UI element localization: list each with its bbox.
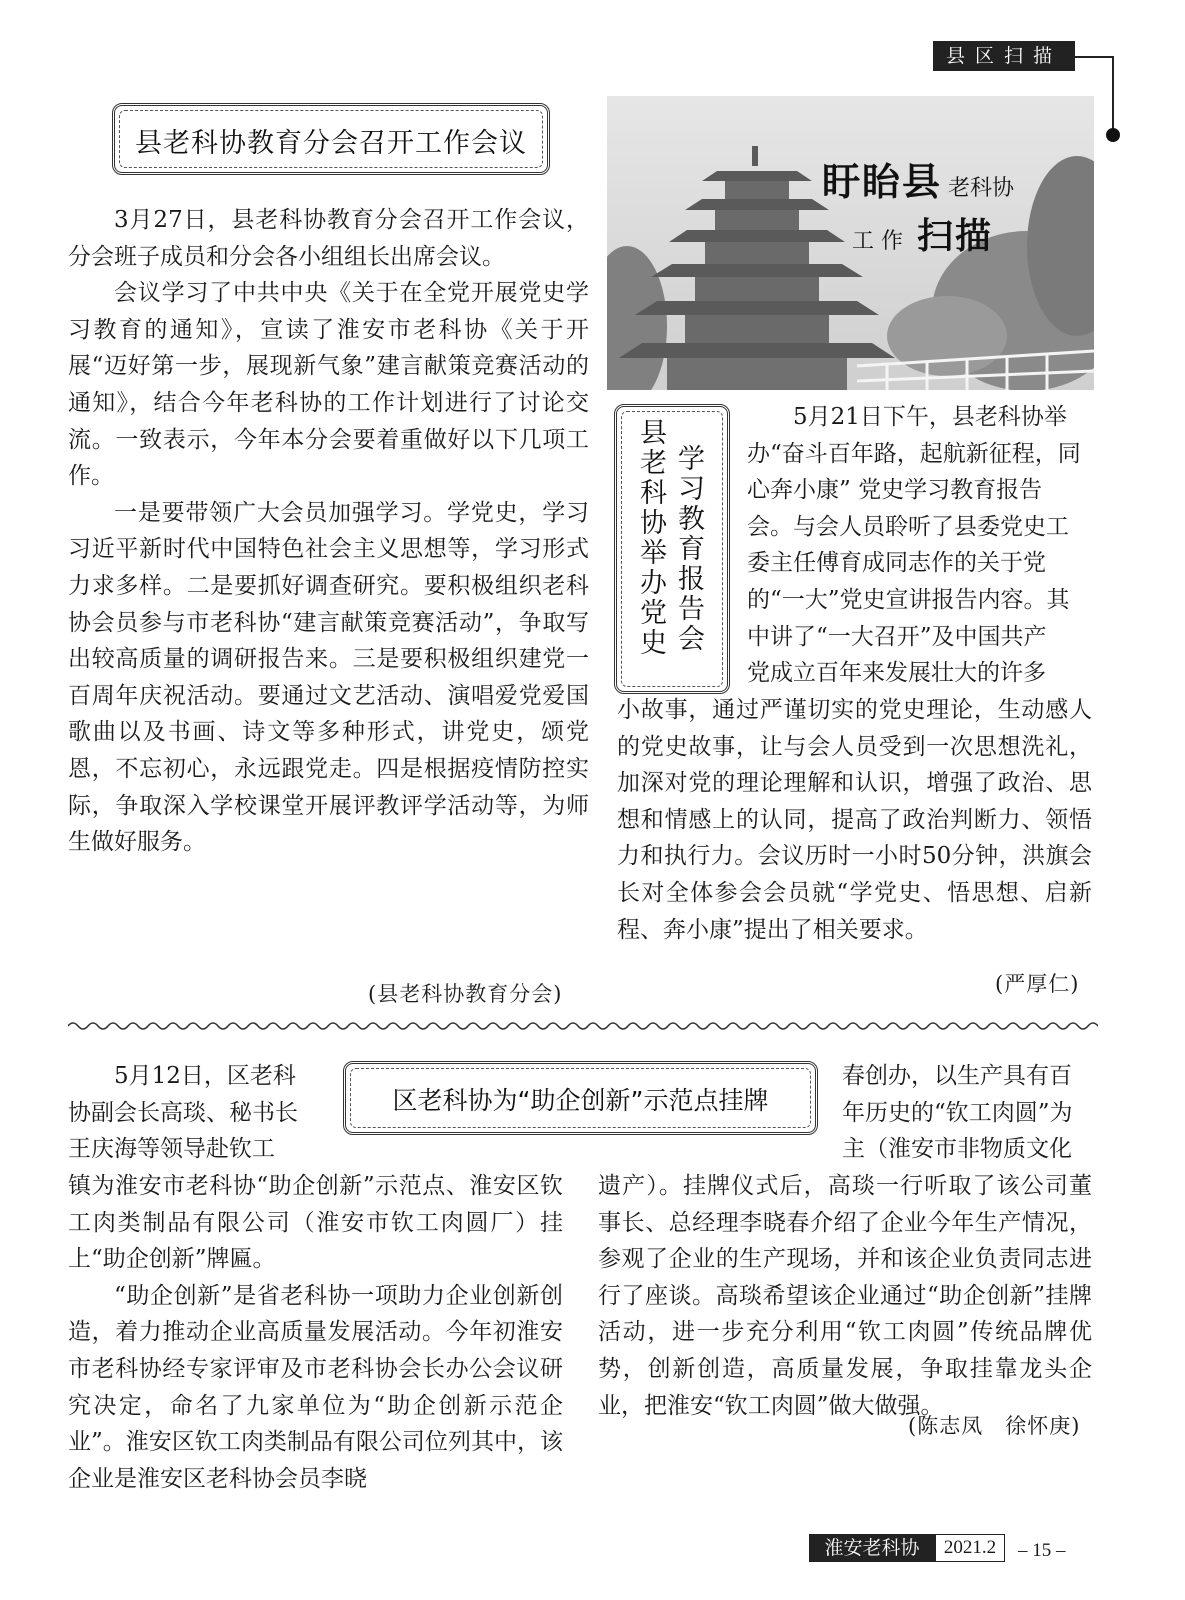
article1-title-box	[112, 103, 550, 175]
article1-signature: (县老科协教育分会)	[368, 982, 563, 1006]
tower-photo	[607, 96, 1094, 390]
header-rule-vertical	[1112, 56, 1114, 136]
article2-signature: (严厚仁)	[995, 972, 1080, 996]
photo-title-line1	[822, 151, 1014, 206]
header-dot	[1106, 128, 1120, 142]
photo-title-small: 老科协	[948, 176, 1015, 201]
paragraph: 3月27日，县老科协教育分会召开工作会议，分会班子成员和分会各小组组长出席会议。	[68, 207, 589, 270]
line: 中讲了“一大召开”及中国共产	[747, 623, 1047, 650]
article2-body	[617, 692, 1092, 948]
line: 春创办，以生产具有百	[842, 1063, 1072, 1089]
article3-left-wrap	[68, 1058, 318, 1168]
paragraph: 会议学习了中共中央《关于在全党开展党史学习教育的通知》，宣读了淮安市老科协《关于开展“迈好第一步，展现新气象”建言献策竞赛活动的通知》，结合今年老科协的工作计划进行了讨论交流。一致表示，今年本分会要着重做好以下几项工作。	[68, 280, 589, 490]
section-label: 县区扫描	[933, 41, 1075, 71]
article2-title-col2: 学习教育报告会	[673, 444, 704, 654]
article3-right-wrap	[842, 1058, 1094, 1168]
article3-right-body	[598, 1168, 1092, 1424]
article1-body	[68, 202, 589, 861]
article3-title: 区老科协为“助企创新”示范点挂牌	[392, 1086, 769, 1115]
line: 年历史的“钦工肉圆”为	[842, 1099, 1073, 1126]
line: 的“一大”党史宣讲报告内容。其	[747, 586, 1070, 613]
line: 主（淮安市非物质文化	[842, 1136, 1072, 1163]
line: 党成立百年来发展壮大的许多	[747, 660, 1046, 687]
footer-brand: 淮安老科协	[809, 1534, 935, 1562]
article2-title-box	[614, 404, 730, 694]
photo-title-big: 扫描	[917, 216, 994, 257]
line: 王庆海等领导赴钦工	[68, 1136, 275, 1163]
article2-wrapped-lines	[747, 399, 1092, 692]
line: 委主任傅育成同志作的关于党	[747, 550, 1046, 577]
page-number: – 15 –	[1018, 1540, 1066, 1561]
paragraph: “助企创新”是省老科协一项助力企业创新创造，着力推动企业高质量发展活动。今年初淮安市老科协经专家评审及市老科协会长办公会议研究决定，命名了九家单位为“助企创新示范企业”。淮安区钦工肉类制品有限公司位列其中，该企业是淮安区老科协会员李晓	[68, 1282, 563, 1492]
line: 协副会长高琰、秘书长	[68, 1099, 298, 1126]
footer-issue: 2021.2	[935, 1534, 1005, 1562]
paragraph: 小故事，通过严谨切实的党史理论，生动感人的党史故事，让与会人员受到一次思想洗礼，加深对党的理论理解和认识，增强了政治、思想和情感上的认同，提高了政治判断力、领悟力和执行力。会议历时一小时50分钟，洪旗会长对全体参会会员就“学党史、悟思想、启新程、奔小康”提出了相关要求。	[617, 697, 1092, 943]
photo-title-big: 盱眙县	[822, 160, 943, 204]
paragraph: 镇为淮安市老科协“助企创新”示范点、淮安区钦工肉类制品有限公司（淮安市钦工肉圆厂）挂上“助企创新”牌匾。	[68, 1173, 563, 1273]
wavy-divider	[68, 1020, 1098, 1032]
line: 5月12日，区老科	[114, 1063, 296, 1089]
article3-signature: (陈志凤 徐怀庚)	[908, 1414, 1081, 1438]
pagoda-illustration	[607, 96, 1094, 390]
line: 会。与会人员聆听了县委党史工	[747, 513, 1069, 540]
photo-title-small: 工 作	[852, 229, 903, 254]
photo-title-line2	[852, 208, 993, 259]
article1-title: 县老科协教育分会召开工作会议	[135, 128, 527, 159]
paragraph: 遗产）。挂牌仪式后，高琰一行听取了该公司董事长、总经理李晓春介绍了企业今年生产情况，参观了企业的生产现场，并和该企业负责同志进行了座谈。高琰希望该企业通过“助企创新”挂牌活动，进一步充分利用“钦工肉圆”传统品牌优势，创新创造，高质量发展，争取挂靠龙头企业，把淮安“钦工肉圆”做大做强。	[598, 1173, 1092, 1419]
article2-title-col1: 县老科协举办党史	[635, 418, 666, 658]
header-rule	[1075, 56, 1114, 58]
article3-left-body	[68, 1168, 563, 1497]
line: 5月21日下午，县老科协举	[793, 404, 1067, 430]
line: 心奔小康” 党史学习教育报告	[747, 477, 1043, 504]
article3-title-box	[343, 1061, 818, 1135]
paragraph: 一是要带领广大会员加强学习。学党史，学习习近平新时代中国特色社会主义思想等，学习形式力求多样。二是要抓好调查研究。要积极组织老科协会员参与市老科协“建言献策竞赛活动”，争取写出较高质量的调研报告来。三是要积极组织建党一百周年庆祝活动。要通过文艺活动、演唱爱党爱国歌曲以及书画、诗文等多种形式，讲党史，颂党恩，不忘初心，永远跟党走。四是根据疫情防控实际，争取深入学校课堂开展评教评学活动等，为师生做好服务。	[68, 499, 589, 856]
line: 办“奋斗百年路，起航新征程，同	[747, 440, 1081, 467]
